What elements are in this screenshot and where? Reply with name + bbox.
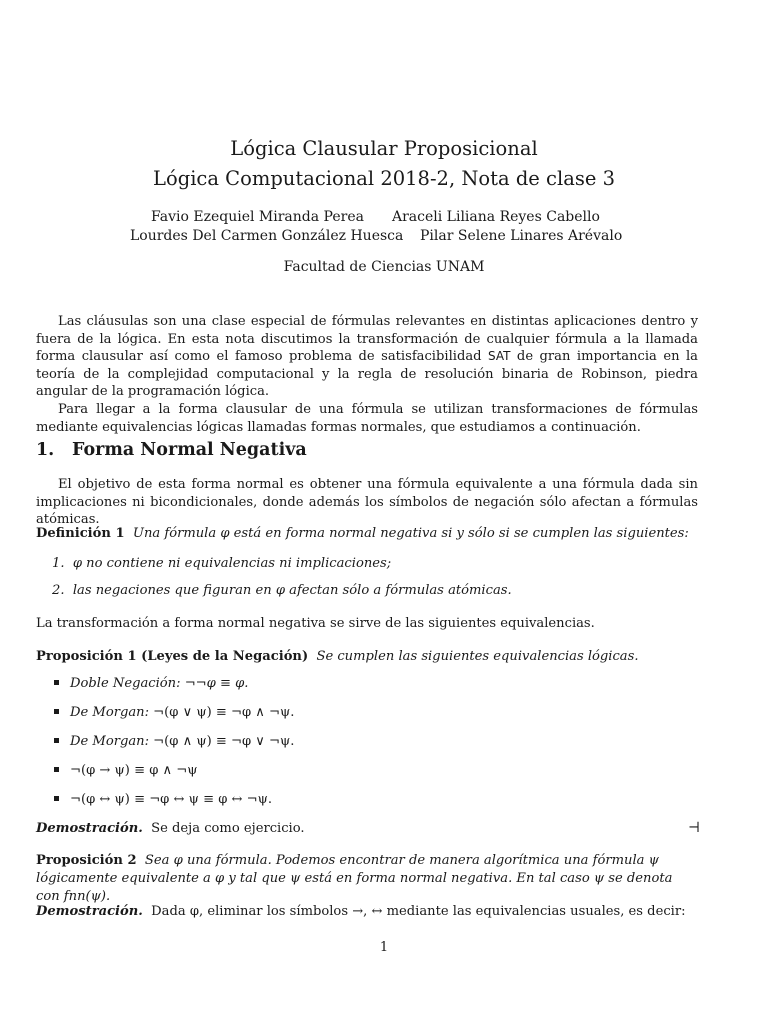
proof-text: Dada φ, eliminar los símbolos →, ↔ mediante las equivalencias usuales, es decir: [151,904,686,919]
law-item: De Morgan: ¬(φ ∧ ψ) ≡ ¬φ ∨ ¬ψ. [54,734,294,749]
proof-label: Demostración. [36,821,143,836]
author-list [0,208,768,246]
bullet-icon [54,767,59,772]
section-number: 1. [36,440,55,460]
law-item: ¬(φ → ψ) ≡ φ ∧ ¬ψ [54,763,198,778]
title-line-2: Lógica Computacional 2018-2, Nota de clase 3 [153,167,615,190]
abstract [36,313,698,436]
proof-text: Se deja como ejercicio. [151,821,305,836]
definition-text: Una fórmula φ está en forma normal negativa si y sólo si se cumplen las siguientes: [132,526,689,541]
proposition-label: Proposición 1 (Leyes de la Negación) [36,649,309,664]
transform-text: La transformación a forma normal negativa se sirve de las siguientes equivalencias. [36,616,595,631]
author-name: Favio Ezequiel Miranda Perea [151,209,364,225]
proposition-text: Sea φ una fórmula. Podemos encontrar de manera algorítmica una fórmula ψ lógicamente equivalente a φ y tal que ψ está en forma normal negativa. En tal caso ψ se denota con fnn(ψ). [36,853,673,904]
author-name: Pilar Selene Linares Arévalo [420,228,623,244]
intro-paragraph-2: Para llegar a la forma clausular de una fórmula se utilizan transformaciones de fórmulas mediante equivalencias lógicas llamadas formas normales, que estudiamos a continuación. [36,401,698,435]
bullet-icon [54,709,59,714]
affiliation: Facultad de Ciencias UNAM [283,259,485,275]
title-block [0,134,768,194]
law-item: Doble Negación: ¬¬φ ≡ φ. [54,676,248,691]
section-heading [36,440,307,460]
section-title: Forma Normal Negativa [72,440,307,460]
definition-item: 1. φ no contiene ni equivalencias ni implicaciones; [52,556,392,571]
bullet-icon [54,796,59,801]
title-line-1: Lógica Clausular Proposicional [230,137,538,160]
bullet-icon [54,680,59,685]
sat-term: SAT [488,349,511,364]
definition-1 [36,525,698,543]
author-name: Lourdes Del Carmen González Huesca [130,228,404,244]
law-item: ¬(φ ↔ ψ) ≡ ¬φ ↔ ψ ≡ φ ↔ ¬ψ. [54,792,272,807]
bullet-icon [54,738,59,743]
author-name: Araceli Liliana Reyes Cabello [392,209,600,225]
proposition-text: Se cumplen las siguientes equivalencias lógicas. [316,649,639,664]
proposition-1 [36,648,698,666]
proof-label: Demostración. [36,904,143,919]
intro-paragraph-1: Las cláusulas son una clase especial de fórmulas relevantes en distintas aplicaciones dentro y fuera de la lógica. En esta nota discutimos la transformación de cualquier fórmula a la llamada forma clausular así como el famoso problema de satisfacibilidad SAT de gran importancia en la teoría de la complejidad computacional y la regla de resolución binaria de Robinson, piedra angular de la programación lógica. [36,314,698,400]
section-intro: El objetivo de esta forma normal es obtener una fórmula equivalente a una fórmula dada sin implicaciones ni bicondicionales, donde además los símbolos de negación sólo afectan a fórmulas atómicas. [36,477,698,528]
law-item: De Morgan: ¬(φ ∨ ψ) ≡ ¬φ ∧ ¬ψ. [54,705,294,720]
definition-label: Definición 1 [36,526,125,541]
proposition-label: Proposición 2 [36,853,137,868]
proposition-2 [36,852,698,906]
proof-1 [36,820,701,838]
proof-2 [36,903,698,921]
page-number: 1 [379,940,389,955]
qed-icon: ⊣ [688,820,701,836]
definition-item: 2. las negaciones que figuran en φ afectan sólo a fórmulas atómicas. [52,583,512,598]
